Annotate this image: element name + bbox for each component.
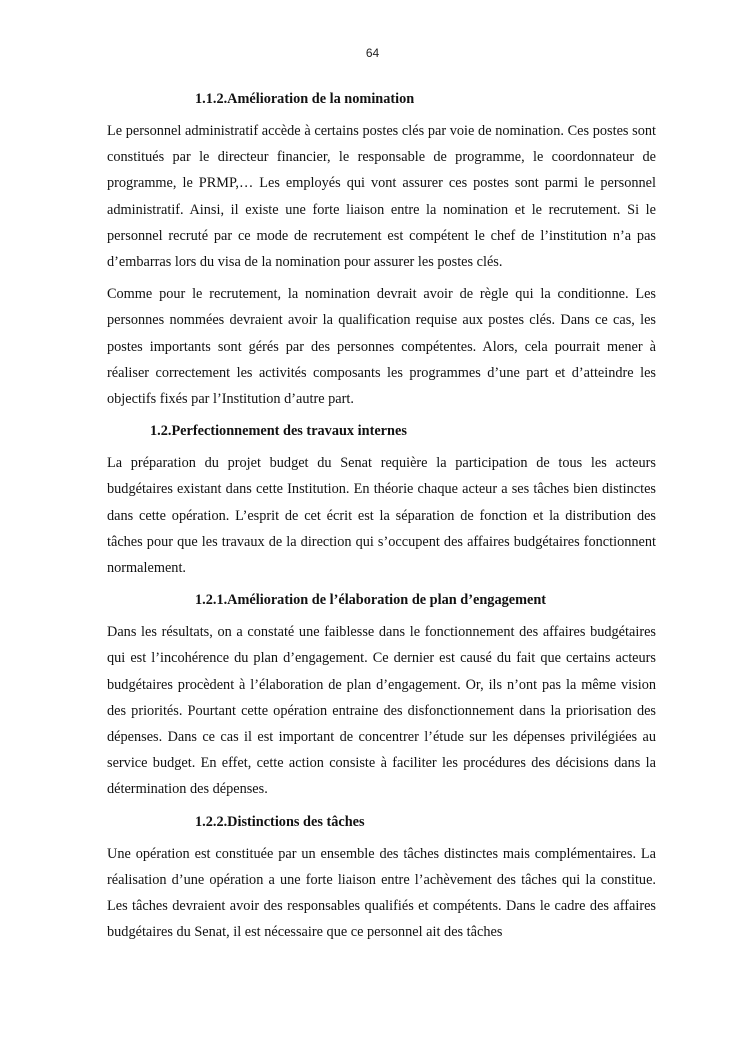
page-content bbox=[107, 86, 656, 951]
paragraph-nomination-2: Comme pour le recrutement, la nomination devrait avoir de règle qui la conditionne. Les personnes nommées devraient avoir la qualification requise aux postes clés. Dans ce cas, les postes importants sont gérés par des personnes compétentes. Alors, cela pourrait mener à réaliser correctement les activités composants les programmes d’une part et d’atteindre les objectifs fixés par l’Institution d’autre part. bbox=[107, 286, 656, 408]
paragraph-distinctions-taches: Une opération est constituée par un ensemble des tâches distinctes mais complémentaires. La réalisation d’une opération a une forte liaison entre l’achèvement des tâches qui la constitue. Les tâches devraient avoir des responsables qualifiés et compétents. Dans le cadre des affaires budgétaires du Senat, il est nécessaire que ce personnel ait des tâches bbox=[107, 845, 656, 941]
paragraph-travaux-internes: La préparation du projet budget du Senat requière la participation de tous les acteurs budgétaires existant dans cette Institution. En théorie chaque acteur a ses tâches bien distinctes dans cette opération. L’esprit de cet écrit est la séparation de fonction et la distribution des tâches pour que les travaux de la direction qui s’occupent des affaires budgétaires fonctionnent normalement. bbox=[107, 455, 656, 577]
heading-1-2: 1.2.Perfectionnement des travaux internes bbox=[150, 423, 407, 440]
heading-1-2-1: 1.2.1.Amélioration de l’élaboration de plan d’engagement bbox=[195, 592, 547, 609]
paragraph-plan-engagement: Dans les résultats, on a constaté une faiblesse dans le fonctionnement des affaires budgétaires qui est l’incohérence du plan d’engagement. Ce dernier est causé du fait que certains acteurs budgétaires procèdent à l’élaboration de plan d’engagement. Or, ils n’ont pas la même vision des priorités. Pourtant cette opération entraine des disfonctionnement dans la priorisation des dépenses. Dans ce cas il est important de concentrer l’étude sur les dépenses privilégiées au service budget. En effet, cette action consiste à faciliter les procédures des décisions dans la détermination des dépenses. bbox=[107, 624, 656, 798]
heading-1-2-2: 1.2.2.Distinctions des tâches bbox=[195, 813, 365, 830]
paragraph-nomination-1: Le personnel administratif accède à certains postes clés par voie de nomination. Ces postes sont constitués par le directeur financier, le responsable de programme, le coordonnateur de programme, le PRMP,… Les employés qui vont assurer ces postes sont parmi le personnel administratif. Ainsi, il existe une forte liaison entre la nomination et le recrutement. Si le personnel recruté par ce mode de recrutement est compétent le chef de l’institution n’a pas d’embarras lors du visa de la nomination pour assurer les postes clés. bbox=[107, 123, 656, 271]
page-number: 64 bbox=[365, 46, 380, 60]
heading-1-1-2: 1.1.2.Amélioration de la nomination bbox=[195, 91, 415, 107]
